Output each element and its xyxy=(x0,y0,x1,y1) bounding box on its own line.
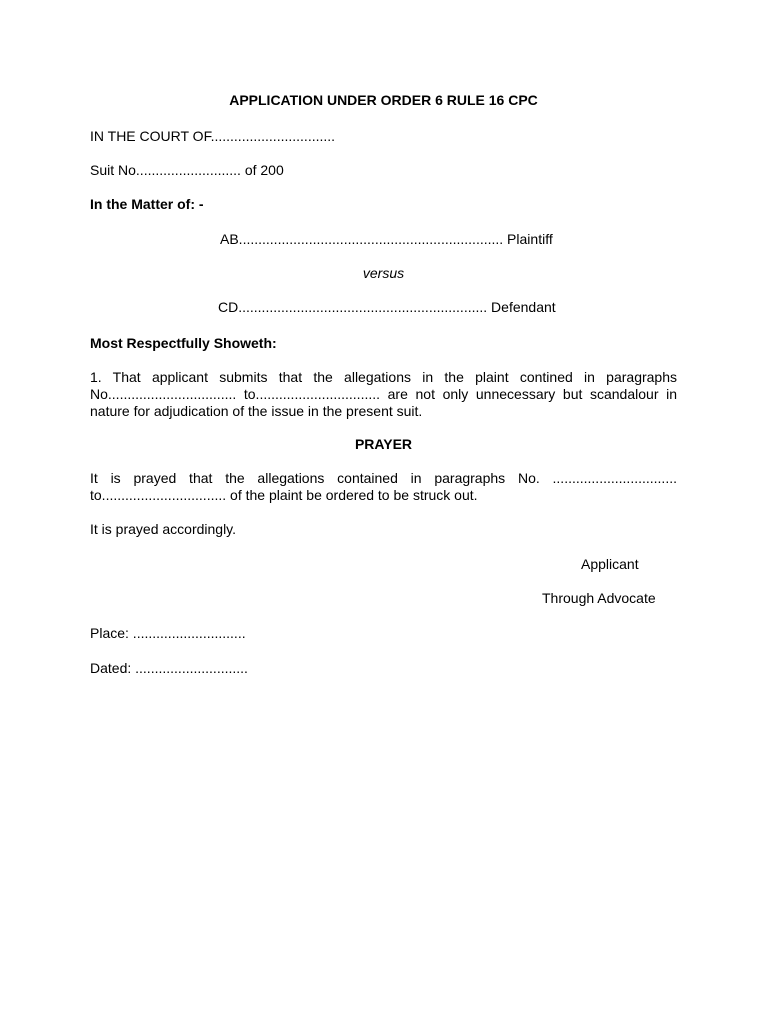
through-advocate-label: Through Advocate xyxy=(542,590,656,606)
dated-line: Dated: ............................. xyxy=(90,660,248,676)
showeth-heading: Most Respectfully Showeth: xyxy=(90,335,277,351)
defendant-line: CD................................................................ Defendant xyxy=(218,299,556,315)
document-title: APPLICATION UNDER ORDER 6 RULE 16 CPC xyxy=(229,92,538,108)
court-line: IN THE COURT OF................................ xyxy=(90,128,336,144)
place-line: Place: ............................. xyxy=(90,625,246,641)
prayer-line-1: It is prayed that the allegations contained in paragraphs No. ................................ xyxy=(90,470,677,486)
paragraph-1-line-1: 1. That applicant submits that the allegations in the plaint contined in paragraphs xyxy=(90,369,677,385)
prayed-accordingly: It is prayed accordingly. xyxy=(90,521,237,537)
suit-number-line: Suit No........................... of 200 xyxy=(90,162,284,178)
paragraph-1-line-3: nature for adjudication of the issue in the present suit. xyxy=(90,403,423,419)
paragraph-1-line-2: No................................. to................................ are not only unnecessary but scandalour in xyxy=(90,386,677,402)
paragraph-1 xyxy=(90,369,677,420)
matter-heading: In the Matter of: - xyxy=(90,196,204,212)
plaintiff-line: AB.................................................................... Plaintiff xyxy=(220,231,553,247)
applicant-label: Applicant xyxy=(581,556,639,572)
versus-text: versus xyxy=(362,265,405,281)
prayer-heading: PRAYER xyxy=(354,436,413,452)
prayer-line-2: to................................ of the plaint be ordered to be struck out. xyxy=(90,487,478,503)
prayer-paragraph xyxy=(90,470,677,504)
